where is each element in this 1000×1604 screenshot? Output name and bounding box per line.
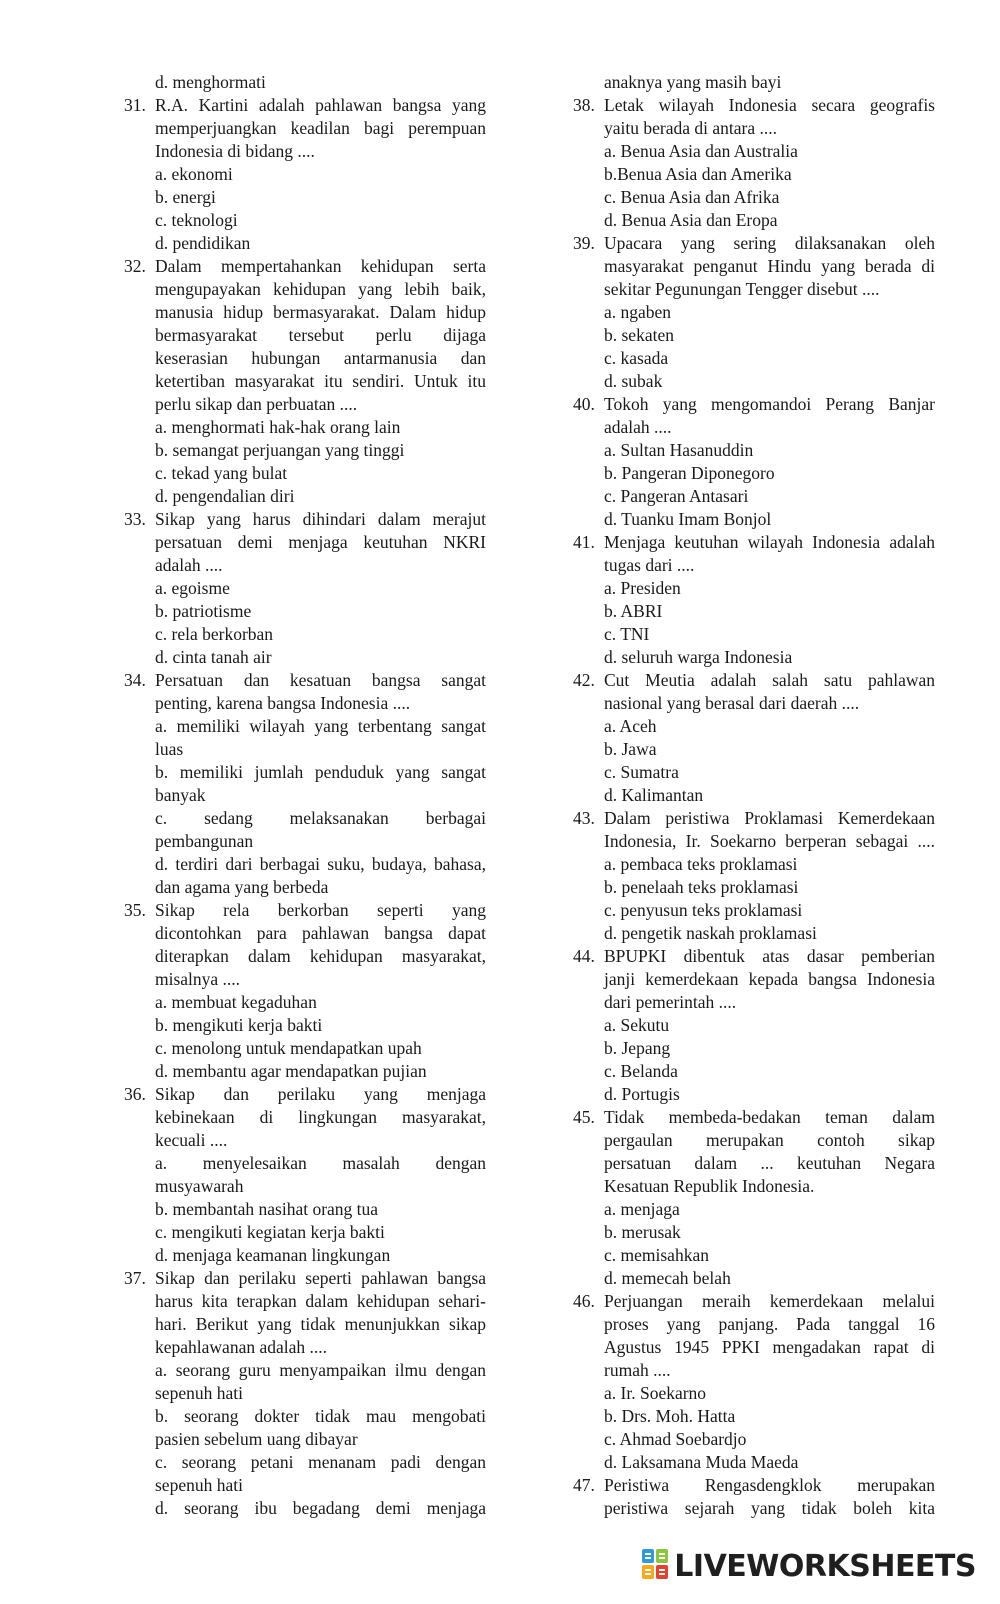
line-text: c. mengikuti kegiatan kerja bakti bbox=[155, 1222, 385, 1242]
question-text: Persatuan dan kesatuan bangsa sangat bbox=[155, 670, 486, 690]
text-line bbox=[573, 1060, 935, 1083]
text-line bbox=[124, 784, 486, 807]
text-line bbox=[124, 807, 486, 830]
text-line bbox=[124, 577, 486, 600]
line-text: adalah .... bbox=[155, 555, 223, 575]
text-line bbox=[573, 646, 935, 669]
question-line bbox=[573, 393, 935, 416]
line-text: d. pengetik naskah proklamasi bbox=[604, 923, 817, 943]
text-line bbox=[573, 1175, 935, 1198]
text-line bbox=[124, 1382, 486, 1405]
line-text: d. subak bbox=[604, 371, 663, 391]
line-text: c. TNI bbox=[604, 624, 650, 644]
text-line bbox=[124, 1060, 486, 1083]
line-text: kecuali .... bbox=[155, 1130, 228, 1150]
question-text: Letak wilayah Indonesia secara geografis bbox=[604, 95, 935, 115]
text-line bbox=[124, 1428, 486, 1451]
text-line bbox=[124, 646, 486, 669]
line-text: harus kita terapkan dalam kehidupan sehari- bbox=[155, 1291, 486, 1311]
line-text: pembangunan bbox=[155, 831, 254, 851]
question-number: 36. bbox=[124, 1084, 146, 1104]
question-text: Peristiwa Rengasdengklok merupakan bbox=[604, 1475, 935, 1495]
question-line bbox=[124, 899, 486, 922]
question-line bbox=[573, 1290, 935, 1313]
line-text: b. Jawa bbox=[604, 739, 657, 759]
line-text: c. rela berkorban bbox=[155, 624, 274, 644]
text-line bbox=[573, 163, 935, 186]
text-line bbox=[573, 255, 935, 278]
question-line bbox=[573, 232, 935, 255]
text-line bbox=[124, 1244, 486, 1267]
text-line bbox=[124, 738, 486, 761]
line-text: d. Laksamana Muda Maeda bbox=[604, 1452, 799, 1472]
line-text: b. mengikuti kerja bakti bbox=[155, 1015, 323, 1035]
question-number: 45. bbox=[573, 1107, 595, 1127]
line-text: b. sekaten bbox=[604, 325, 674, 345]
text-line bbox=[573, 1129, 935, 1152]
text-line bbox=[124, 853, 486, 876]
question-line bbox=[124, 1083, 486, 1106]
line-text: c. penyusun teks proklamasi bbox=[604, 900, 803, 920]
line-text: c. seorang petani menanam padi dengan bbox=[155, 1452, 486, 1472]
line-text: c. sedang melaksanakan berbagai bbox=[155, 808, 486, 828]
line-text: c. menolong untuk mendapatkan upah bbox=[155, 1038, 422, 1058]
text-line bbox=[124, 1451, 486, 1474]
text-line bbox=[573, 1359, 935, 1382]
line-text: kebinekaan di lingkungan masyarakat, bbox=[155, 1107, 486, 1127]
text-line bbox=[124, 439, 486, 462]
line-text: peristiwa sejarah yang tidak boleh kita bbox=[604, 1498, 935, 1518]
right-column bbox=[573, 71, 935, 1520]
text-line bbox=[124, 1152, 486, 1175]
line-text: b. patriotisme bbox=[155, 601, 252, 621]
line-text: d. seorang ibu begadang demi menjaga bbox=[155, 1498, 486, 1518]
text-line bbox=[573, 1405, 935, 1428]
question-line bbox=[573, 669, 935, 692]
line-text: d. menjaga keamanan lingkungan bbox=[155, 1245, 391, 1265]
text-line bbox=[573, 554, 935, 577]
text-line bbox=[124, 324, 486, 347]
line-text: hari. Berikut yang tidak menunjukkan sikap bbox=[155, 1314, 486, 1334]
line-text: a. membuat kegaduhan bbox=[155, 992, 317, 1012]
text-line bbox=[124, 830, 486, 853]
line-text: banyak bbox=[155, 785, 206, 805]
text-line bbox=[124, 462, 486, 485]
text-line bbox=[124, 531, 486, 554]
question-text: BPUPKI dibentuk atas dasar pemberian bbox=[604, 946, 935, 966]
line-text: dan agama yang berbeda bbox=[155, 877, 329, 897]
question-text: Dalam peristiwa Proklamasi Kemerdekaan bbox=[604, 808, 935, 828]
line-text: a. memiliki wilayah yang terbentang sangat bbox=[155, 716, 486, 736]
line-text: dari pemerintah .... bbox=[604, 992, 737, 1012]
question-line bbox=[124, 508, 486, 531]
line-text: d. menghormati bbox=[155, 72, 266, 92]
text-line bbox=[573, 439, 935, 462]
line-text: c. teknologi bbox=[155, 210, 238, 230]
line-text: d. terdiri dari berbagai suku, budaya, bahasa, bbox=[155, 854, 486, 874]
text-line bbox=[573, 715, 935, 738]
text-line bbox=[573, 899, 935, 922]
text-line bbox=[573, 278, 935, 301]
line-text: pergaulan merupakan contoh sikap bbox=[604, 1130, 935, 1150]
question-line bbox=[573, 1106, 935, 1129]
text-line bbox=[124, 922, 486, 945]
question-text: Cut Meutia adalah salah satu pahlawan bbox=[604, 670, 935, 690]
text-line bbox=[124, 945, 486, 968]
text-line bbox=[573, 692, 935, 715]
question-text: Tidak membeda-bedakan teman dalam bbox=[604, 1107, 935, 1127]
line-text: sepenuh hati bbox=[155, 1475, 243, 1495]
question-number: 41. bbox=[573, 532, 595, 552]
line-text: Kesatuan Republik Indonesia. bbox=[604, 1176, 815, 1196]
line-text: luas bbox=[155, 739, 184, 759]
text-line bbox=[573, 1428, 935, 1451]
text-line bbox=[573, 462, 935, 485]
question-number: 37. bbox=[124, 1268, 146, 1288]
text-line bbox=[573, 1451, 935, 1474]
text-line bbox=[573, 1244, 935, 1267]
line-text: a. Presiden bbox=[604, 578, 681, 598]
line-text: manusia hidup bermasyarakat. Dalam hidup bbox=[155, 302, 486, 322]
line-text: proses yang panjang. Pada tanggal 16 bbox=[604, 1314, 935, 1334]
line-text: b. Pangeran Diponegoro bbox=[604, 463, 775, 483]
left-column bbox=[124, 71, 486, 1520]
text-line bbox=[573, 1267, 935, 1290]
question-text: Sikap dan perilaku seperti pahlawan bangsa bbox=[155, 1268, 486, 1288]
question-number: 38. bbox=[573, 95, 595, 115]
text-line bbox=[573, 968, 935, 991]
line-text: Indonesia, Ir. Soekarno berperan sebagai .... bbox=[604, 831, 935, 851]
text-line bbox=[124, 209, 486, 232]
text-line bbox=[124, 370, 486, 393]
line-text: adalah .... bbox=[604, 417, 672, 437]
text-line bbox=[573, 1083, 935, 1106]
text-line bbox=[124, 623, 486, 646]
line-text: c. Belanda bbox=[604, 1061, 678, 1081]
line-text: c. Sumatra bbox=[604, 762, 679, 782]
line-text: misalnya .... bbox=[155, 969, 241, 989]
line-text: keserasian hubungan antarmanusia dan bbox=[155, 348, 486, 368]
text-line bbox=[573, 1152, 935, 1175]
line-text: b. penelaah teks proklamasi bbox=[604, 877, 799, 897]
question-line bbox=[124, 669, 486, 692]
line-text: d. memecah belah bbox=[604, 1268, 731, 1288]
line-text: a. Benua Asia dan Australia bbox=[604, 141, 798, 161]
text-line bbox=[573, 347, 935, 370]
text-line bbox=[573, 140, 935, 163]
text-line bbox=[124, 485, 486, 508]
text-line bbox=[124, 347, 486, 370]
text-line bbox=[573, 324, 935, 347]
line-text: nasional yang berasal dari daerah .... bbox=[604, 693, 860, 713]
line-text: d. Benua Asia dan Eropa bbox=[604, 210, 778, 230]
line-text: diterapkan dalam kehidupan masyarakat, bbox=[155, 946, 486, 966]
text-line bbox=[573, 784, 935, 807]
question-line bbox=[124, 94, 486, 117]
question-number: 44. bbox=[573, 946, 595, 966]
text-line bbox=[573, 1313, 935, 1336]
text-line bbox=[124, 991, 486, 1014]
text-line bbox=[124, 393, 486, 416]
line-text: a. ekonomi bbox=[155, 164, 233, 184]
text-line bbox=[573, 485, 935, 508]
text-line bbox=[124, 1175, 486, 1198]
question-number: 46. bbox=[573, 1291, 595, 1311]
line-text: d. membantu agar mendapatkan pujian bbox=[155, 1061, 427, 1081]
line-text: b. Jepang bbox=[604, 1038, 671, 1058]
line-text: yaitu berada di antara .... bbox=[604, 118, 777, 138]
line-text: a. seorang guru menyampaikan ilmu dengan bbox=[155, 1360, 486, 1380]
text-line bbox=[573, 761, 935, 784]
text-line bbox=[124, 968, 486, 991]
question-number: 32. bbox=[124, 256, 146, 276]
line-text: b. seorang dokter tidak mau mengobati bbox=[155, 1406, 486, 1426]
liveworksheets-logo-icon bbox=[642, 1549, 668, 1584]
question-line bbox=[573, 807, 935, 830]
line-text: mengupayakan kehidupan yang lebih baik, bbox=[155, 279, 486, 299]
text-line bbox=[573, 71, 935, 94]
line-text: a. egoisme bbox=[155, 578, 230, 598]
line-text: b. semangat perjuangan yang tinggi bbox=[155, 440, 405, 460]
line-text: b.Benua Asia dan Amerika bbox=[604, 164, 792, 184]
line-text: a. Sekutu bbox=[604, 1015, 670, 1035]
text-line bbox=[124, 715, 486, 738]
text-line bbox=[573, 370, 935, 393]
line-text: musyawarah bbox=[155, 1176, 244, 1196]
line-text: ketertiban masyarakat itu sendiri. Untuk itu bbox=[155, 371, 486, 391]
liveworksheets-logo[interactable] bbox=[642, 1548, 976, 1584]
logo-text: LIVEWORKSHEETS bbox=[674, 1548, 976, 1584]
text-line bbox=[124, 232, 486, 255]
line-text: a. menyelesaikan masalah dengan bbox=[155, 1153, 486, 1173]
line-text: a. menghormati hak-hak orang lain bbox=[155, 417, 401, 437]
line-text: sepenuh hati bbox=[155, 1383, 243, 1403]
line-text: a. Ir. Soekarno bbox=[604, 1383, 707, 1403]
text-line bbox=[573, 922, 935, 945]
text-line bbox=[124, 1336, 486, 1359]
text-line bbox=[124, 186, 486, 209]
question-text: Upacara yang sering dilaksanakan oleh bbox=[604, 233, 935, 253]
text-line bbox=[573, 117, 935, 140]
text-line bbox=[124, 600, 486, 623]
text-line bbox=[573, 416, 935, 439]
question-text: Sikap rela berkorban seperti yang bbox=[155, 900, 486, 920]
question-text: Tokoh yang mengomandoi Perang Banjar bbox=[604, 394, 935, 414]
question-number: 39. bbox=[573, 233, 595, 253]
text-line bbox=[573, 1497, 935, 1520]
question-number: 40. bbox=[573, 394, 595, 414]
text-line bbox=[573, 830, 935, 853]
text-line bbox=[124, 278, 486, 301]
line-text: c. kasada bbox=[604, 348, 669, 368]
line-text: b. Drs. Moh. Hatta bbox=[604, 1406, 736, 1426]
text-line bbox=[573, 1014, 935, 1037]
text-line bbox=[573, 1336, 935, 1359]
question-text: Sikap dan perilaku yang menjaga bbox=[155, 1084, 486, 1104]
question-line bbox=[573, 1474, 935, 1497]
text-line bbox=[124, 1313, 486, 1336]
line-text: b. memiliki jumlah penduduk yang sangat bbox=[155, 762, 486, 782]
line-text: a. Sultan Hasanuddin bbox=[604, 440, 754, 460]
line-text: d. pengendalian diri bbox=[155, 486, 295, 506]
line-text: b. ABRI bbox=[604, 601, 663, 621]
line-text: tugas dari .... bbox=[604, 555, 695, 575]
text-line bbox=[124, 1014, 486, 1037]
question-text: Perjuangan meraih kemerdekaan melalui bbox=[604, 1291, 935, 1311]
line-text: rumah .... bbox=[604, 1360, 671, 1380]
text-line bbox=[124, 1474, 486, 1497]
text-line bbox=[573, 301, 935, 324]
question-line bbox=[573, 94, 935, 117]
text-line bbox=[573, 853, 935, 876]
question-line bbox=[124, 255, 486, 278]
line-text: persatuan dalam ... keutuhan Negara bbox=[604, 1153, 935, 1173]
line-text: pasien sebelum uang dibayar bbox=[155, 1429, 358, 1449]
line-text: c. tekad yang bulat bbox=[155, 463, 288, 483]
line-text: c. Benua Asia dan Afrika bbox=[604, 187, 780, 207]
line-text: sekitar Pegunungan Tengger disebut .... bbox=[604, 279, 880, 299]
question-text: Sikap yang harus dihindari dalam merajut bbox=[155, 509, 486, 529]
question-number: 34. bbox=[124, 670, 146, 690]
text-line bbox=[573, 1221, 935, 1244]
line-text: Agustus 1945 PPKI mengadakan rapat di bbox=[604, 1337, 935, 1357]
question-number: 42. bbox=[573, 670, 595, 690]
question-text: Menjaga keutuhan wilayah Indonesia adalah bbox=[604, 532, 935, 552]
question-line bbox=[573, 945, 935, 968]
line-text: memperjuangkan keadilan bagi perempuan bbox=[155, 118, 486, 138]
question-line bbox=[573, 531, 935, 554]
text-line bbox=[573, 508, 935, 531]
line-text: anaknya yang masih bayi bbox=[604, 72, 782, 92]
line-text: d. pendidikan bbox=[155, 233, 251, 253]
line-text: a. Aceh bbox=[604, 716, 657, 736]
line-text: dicontohkan para pahlawan bangsa dapat bbox=[155, 923, 486, 943]
text-line bbox=[124, 1221, 486, 1244]
text-line bbox=[124, 1106, 486, 1129]
text-line bbox=[573, 876, 935, 899]
text-line bbox=[573, 186, 935, 209]
line-text: a. ngaben bbox=[604, 302, 672, 322]
line-text: b. membantah nasihat orang tua bbox=[155, 1199, 379, 1219]
text-line bbox=[573, 1382, 935, 1405]
line-text: d. Kalimantan bbox=[604, 785, 704, 805]
line-text: c. Ahmad Soebardjo bbox=[604, 1429, 747, 1449]
line-text: b. energi bbox=[155, 187, 216, 207]
text-line bbox=[124, 416, 486, 439]
text-line bbox=[124, 761, 486, 784]
question-number: 47. bbox=[573, 1475, 595, 1495]
text-line bbox=[573, 600, 935, 623]
text-line bbox=[573, 991, 935, 1014]
line-text: d. Portugis bbox=[604, 1084, 680, 1104]
line-text: b. merusak bbox=[604, 1222, 681, 1242]
text-line bbox=[573, 738, 935, 761]
question-number: 43. bbox=[573, 808, 595, 828]
line-text: d. cinta tanah air bbox=[155, 647, 272, 667]
line-text: d. seluruh warga Indonesia bbox=[604, 647, 793, 667]
line-text: a. pembaca teks proklamasi bbox=[604, 854, 798, 874]
line-text: c. Pangeran Antasari bbox=[604, 486, 749, 506]
question-number: 35. bbox=[124, 900, 146, 920]
line-text: masyarakat penganut Hindu yang berada di bbox=[604, 256, 935, 276]
question-line bbox=[124, 1267, 486, 1290]
line-text: Indonesia di bidang .... bbox=[155, 141, 315, 161]
text-line bbox=[124, 71, 486, 94]
text-line bbox=[124, 1290, 486, 1313]
question-number: 33. bbox=[124, 509, 146, 529]
text-line bbox=[124, 692, 486, 715]
text-line bbox=[573, 1198, 935, 1221]
line-text: perlu sikap dan perbuatan .... bbox=[155, 394, 358, 414]
text-line bbox=[124, 163, 486, 186]
question-text: Dalam mempertahankan kehidupan serta bbox=[155, 256, 486, 276]
text-line bbox=[124, 1497, 486, 1520]
text-line bbox=[124, 117, 486, 140]
text-line bbox=[124, 1129, 486, 1152]
line-text: penting, karena bangsa Indonesia .... bbox=[155, 693, 411, 713]
text-line bbox=[124, 1359, 486, 1382]
text-line bbox=[573, 623, 935, 646]
line-text: bermasyarakat tersebut perlu dijaga bbox=[155, 325, 486, 345]
text-line bbox=[573, 1037, 935, 1060]
question-text: R.A. Kartini adalah pahlawan bangsa yang bbox=[155, 95, 486, 115]
text-line bbox=[573, 577, 935, 600]
line-text: d. Tuanku Imam Bonjol bbox=[604, 509, 772, 529]
line-text: kepahlawanan adalah .... bbox=[155, 1337, 328, 1357]
text-line bbox=[124, 1405, 486, 1428]
line-text: c. memisahkan bbox=[604, 1245, 709, 1265]
text-line bbox=[124, 140, 486, 163]
text-line bbox=[573, 209, 935, 232]
text-line bbox=[124, 876, 486, 899]
line-text: janji kemerdekaan kepada bangsa Indonesia bbox=[604, 969, 935, 989]
line-text: persatuan demi menjaga keutuhan NKRI bbox=[155, 532, 486, 552]
text-line bbox=[124, 1198, 486, 1221]
question-number: 31. bbox=[124, 95, 146, 115]
line-text: a. menjaga bbox=[604, 1199, 680, 1219]
text-line bbox=[124, 301, 486, 324]
text-line bbox=[124, 554, 486, 577]
text-line bbox=[124, 1037, 486, 1060]
